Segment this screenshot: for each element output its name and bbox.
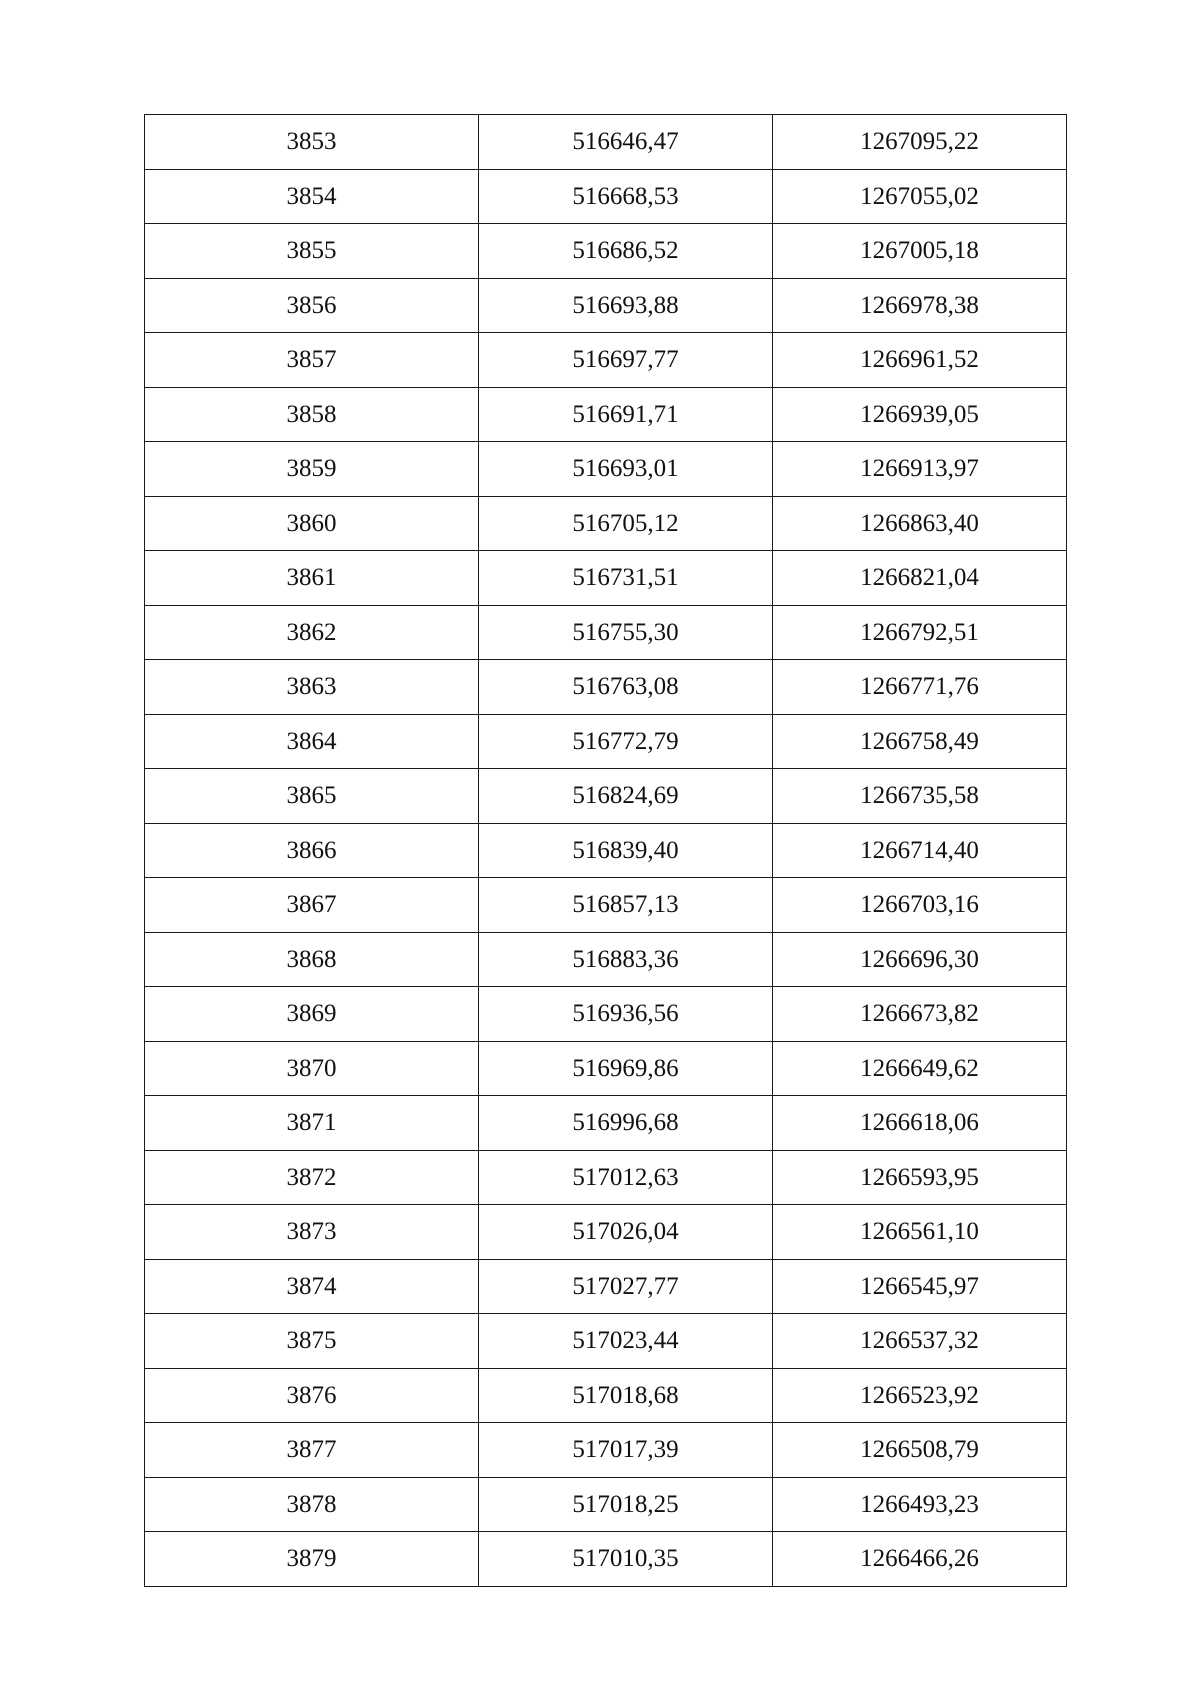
y-coordinate-cell: 1266466,26 bbox=[773, 1532, 1067, 1587]
y-coordinate-cell: 1266696,30 bbox=[773, 932, 1067, 987]
point-number-cell: 3853 bbox=[145, 115, 479, 170]
point-number-cell: 3878 bbox=[145, 1477, 479, 1532]
x-coordinate-cell: 516883,36 bbox=[479, 932, 773, 987]
x-coordinate-cell: 517012,63 bbox=[479, 1150, 773, 1205]
y-coordinate-cell: 1266508,79 bbox=[773, 1423, 1067, 1478]
y-coordinate-cell: 1266961,52 bbox=[773, 333, 1067, 388]
x-coordinate-cell: 516693,01 bbox=[479, 442, 773, 497]
point-number-cell: 3865 bbox=[145, 769, 479, 824]
table-row bbox=[145, 1314, 1067, 1369]
point-number-cell: 3857 bbox=[145, 333, 479, 388]
point-number-cell: 3862 bbox=[145, 605, 479, 660]
x-coordinate-cell: 516668,53 bbox=[479, 169, 773, 224]
point-number-cell: 3871 bbox=[145, 1096, 479, 1151]
y-coordinate-cell: 1266863,40 bbox=[773, 496, 1067, 551]
table-row bbox=[145, 769, 1067, 824]
y-coordinate-cell: 1266523,92 bbox=[773, 1368, 1067, 1423]
point-number-cell: 3858 bbox=[145, 387, 479, 442]
table-row bbox=[145, 1532, 1067, 1587]
y-coordinate-cell: 1266714,40 bbox=[773, 823, 1067, 878]
y-coordinate-cell: 1266978,38 bbox=[773, 278, 1067, 333]
x-coordinate-cell: 516857,13 bbox=[479, 878, 773, 933]
y-coordinate-cell: 1267055,02 bbox=[773, 169, 1067, 224]
y-coordinate-cell: 1266593,95 bbox=[773, 1150, 1067, 1205]
table-row bbox=[145, 714, 1067, 769]
table-row bbox=[145, 932, 1067, 987]
point-number-cell: 3879 bbox=[145, 1532, 479, 1587]
table-row bbox=[145, 878, 1067, 933]
point-number-cell: 3855 bbox=[145, 224, 479, 279]
x-coordinate-cell: 516686,52 bbox=[479, 224, 773, 279]
table-row bbox=[145, 660, 1067, 715]
x-coordinate-cell: 516646,47 bbox=[479, 115, 773, 170]
y-coordinate-cell: 1266735,58 bbox=[773, 769, 1067, 824]
point-number-cell: 3864 bbox=[145, 714, 479, 769]
y-coordinate-cell: 1266537,32 bbox=[773, 1314, 1067, 1369]
x-coordinate-cell: 516691,71 bbox=[479, 387, 773, 442]
x-coordinate-cell: 517017,39 bbox=[479, 1423, 773, 1478]
y-coordinate-cell: 1266545,97 bbox=[773, 1259, 1067, 1314]
point-number-cell: 3869 bbox=[145, 987, 479, 1042]
table-row bbox=[145, 1477, 1067, 1532]
coordinates-table bbox=[144, 114, 1067, 1587]
point-number-cell: 3872 bbox=[145, 1150, 479, 1205]
x-coordinate-cell: 517027,77 bbox=[479, 1259, 773, 1314]
x-coordinate-cell: 516731,51 bbox=[479, 551, 773, 606]
table-row bbox=[145, 333, 1067, 388]
point-number-cell: 3875 bbox=[145, 1314, 479, 1369]
x-coordinate-cell: 516772,79 bbox=[479, 714, 773, 769]
y-coordinate-cell: 1266673,82 bbox=[773, 987, 1067, 1042]
table-row bbox=[145, 1368, 1067, 1423]
point-number-cell: 3867 bbox=[145, 878, 479, 933]
table-row bbox=[145, 605, 1067, 660]
point-number-cell: 3866 bbox=[145, 823, 479, 878]
table-row bbox=[145, 387, 1067, 442]
point-number-cell: 3873 bbox=[145, 1205, 479, 1260]
table-row bbox=[145, 1150, 1067, 1205]
table-row bbox=[145, 987, 1067, 1042]
point-number-cell: 3859 bbox=[145, 442, 479, 497]
x-coordinate-cell: 516693,88 bbox=[479, 278, 773, 333]
y-coordinate-cell: 1266939,05 bbox=[773, 387, 1067, 442]
y-coordinate-cell: 1266561,10 bbox=[773, 1205, 1067, 1260]
table-row bbox=[145, 1205, 1067, 1260]
table-row bbox=[145, 1423, 1067, 1478]
x-coordinate-cell: 516763,08 bbox=[479, 660, 773, 715]
y-coordinate-cell: 1266493,23 bbox=[773, 1477, 1067, 1532]
point-number-cell: 3860 bbox=[145, 496, 479, 551]
x-coordinate-cell: 516824,69 bbox=[479, 769, 773, 824]
table-row bbox=[145, 496, 1067, 551]
table-row bbox=[145, 169, 1067, 224]
y-coordinate-cell: 1266618,06 bbox=[773, 1096, 1067, 1151]
table-row bbox=[145, 224, 1067, 279]
x-coordinate-cell: 516996,68 bbox=[479, 1096, 773, 1151]
point-number-cell: 3854 bbox=[145, 169, 479, 224]
table-row bbox=[145, 823, 1067, 878]
x-coordinate-cell: 516936,56 bbox=[479, 987, 773, 1042]
y-coordinate-cell: 1266771,76 bbox=[773, 660, 1067, 715]
table-row bbox=[145, 1096, 1067, 1151]
y-coordinate-cell: 1266913,97 bbox=[773, 442, 1067, 497]
x-coordinate-cell: 516839,40 bbox=[479, 823, 773, 878]
x-coordinate-cell: 516755,30 bbox=[479, 605, 773, 660]
table-row bbox=[145, 1041, 1067, 1096]
y-coordinate-cell: 1266792,51 bbox=[773, 605, 1067, 660]
y-coordinate-cell: 1266758,49 bbox=[773, 714, 1067, 769]
y-coordinate-cell: 1266703,16 bbox=[773, 878, 1067, 933]
table-row bbox=[145, 551, 1067, 606]
point-number-cell: 3861 bbox=[145, 551, 479, 606]
x-coordinate-cell: 516697,77 bbox=[479, 333, 773, 388]
point-number-cell: 3874 bbox=[145, 1259, 479, 1314]
x-coordinate-cell: 517023,44 bbox=[479, 1314, 773, 1369]
x-coordinate-cell: 517018,25 bbox=[479, 1477, 773, 1532]
point-number-cell: 3876 bbox=[145, 1368, 479, 1423]
point-number-cell: 3877 bbox=[145, 1423, 479, 1478]
x-coordinate-cell: 516969,86 bbox=[479, 1041, 773, 1096]
y-coordinate-cell: 1266821,04 bbox=[773, 551, 1067, 606]
coordinates-table-body bbox=[145, 115, 1067, 1587]
x-coordinate-cell: 517026,04 bbox=[479, 1205, 773, 1260]
table-row bbox=[145, 278, 1067, 333]
x-coordinate-cell: 516705,12 bbox=[479, 496, 773, 551]
point-number-cell: 3868 bbox=[145, 932, 479, 987]
table-row bbox=[145, 115, 1067, 170]
table-row bbox=[145, 442, 1067, 497]
x-coordinate-cell: 517010,35 bbox=[479, 1532, 773, 1587]
y-coordinate-cell: 1266649,62 bbox=[773, 1041, 1067, 1096]
point-number-cell: 3863 bbox=[145, 660, 479, 715]
table-row bbox=[145, 1259, 1067, 1314]
y-coordinate-cell: 1267005,18 bbox=[773, 224, 1067, 279]
x-coordinate-cell: 517018,68 bbox=[479, 1368, 773, 1423]
y-coordinate-cell: 1267095,22 bbox=[773, 115, 1067, 170]
point-number-cell: 3870 bbox=[145, 1041, 479, 1096]
point-number-cell: 3856 bbox=[145, 278, 479, 333]
